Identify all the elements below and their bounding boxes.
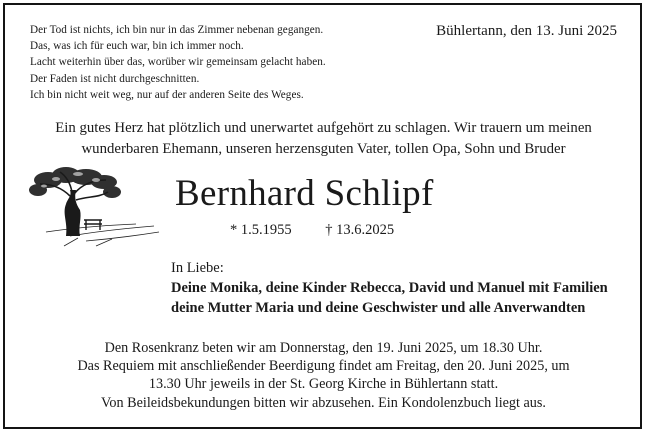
poem-line: Ich bin nicht weit weg, nur auf der anderen Seite des Weges. [30,88,304,101]
mourners-label: In Liebe: [171,260,224,276]
service-info [20,339,627,412]
poem-line: Der Tod ist nichts, ich bin nur in das Zimmer nebenan gegangen. [30,24,324,36]
info-line: Den Rosenkranz beten wir am Donnerstag, den 19. Juni 2025, um 18.30 Uhr. [104,340,543,356]
info-line: Das Requiem mit anschließender Beerdigung findet am Freitag, den 20. Juni 2025, um [77,358,570,375]
poem-line: Der Faden ist nicht durchgeschnitten. [30,72,200,85]
poem-line: Lacht weiterhin über das, worüber wir gemeinsam gelacht haben. [30,56,326,69]
mourners-line: deine Mutter Maria und deine Geschwister und alle Anverwandten [171,300,586,316]
intro-text [20,118,627,159]
deceased-name: Bernhard Schlipf [175,173,434,214]
birth-date: * 1.5.1955 [230,222,292,238]
mourners [171,258,608,318]
place-date: Bühlertann, den 13. Juni 2025 [436,23,617,39]
info-line: Von Beileidsbekundungen bitten wir abzusehen. Ein Kondolenzbuch liegt aus. [101,394,546,411]
death-date: † 13.6.2025 [325,222,395,238]
tree-bench-illustration-icon [26,166,161,250]
poem-line: Das, was ich für euch war, bin ich immer noch. [30,40,244,53]
intro-line: Ein gutes Herz hat plötzlich und unerwartet aufgehört zu schlagen. Wir trauern um meinen [55,120,592,136]
intro-line: wunderbaren Ehemann, unseren herzensguten Vater, tollen Opa, Sohn und Bruder [81,140,566,157]
life-dates [230,222,394,239]
mourners-line: Deine Monika, deine Kinder Rebecca, David und Manuel mit Familien [171,280,608,296]
info-line: 13.30 Uhr jeweils in der St. Georg Kirche in Bühlertann statt. [148,376,499,393]
poem [30,22,390,103]
